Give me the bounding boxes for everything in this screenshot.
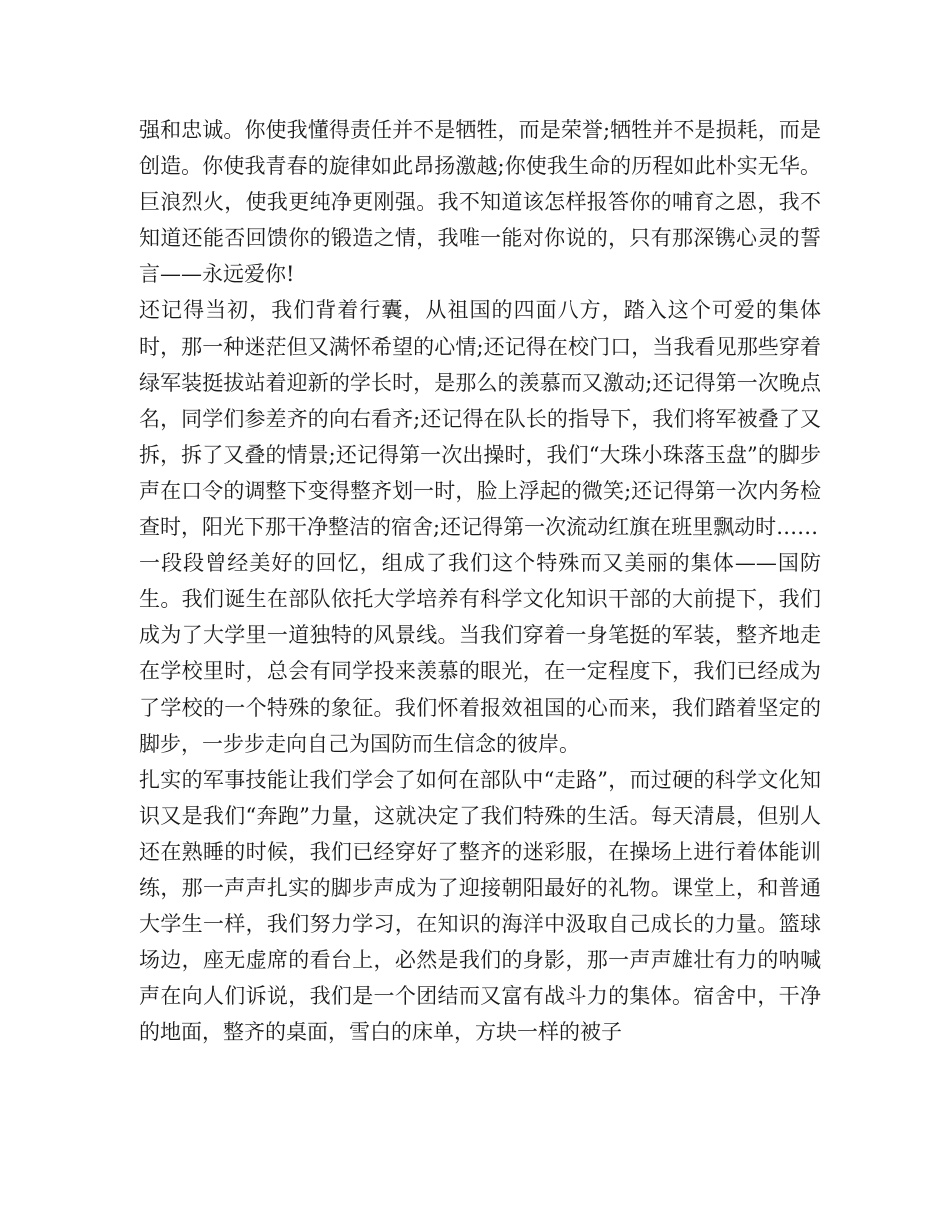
paragraph-2: 还记得当初，我们背着行囊，从祖国的四面八方，踏入这个可爱的集体时，那一种迷茫但又满怀希望的心情;还记得在校门口，当我看见那些穿着绿军装挺拔站着迎新的学长时，是那么的羡慕而又激动;还记得第一次晚点名，同学们参差齐的向右看齐;还记得在队长的指导下，我们将军被叠了又拆，拆了又叠的情景;还记得第一次出操时，我们“大珠小珠落玉盘”的脚步声在口令的调整下变得整齐划一时，脸上浮起的微笑;还记得第一次内务检查时，阳光下那干净整洁的宿舍;还记得第一次流动红旗在班里飘动时…… — [139, 298, 821, 540]
paragraph-4: 扎实的军事技能让我们学会了如何在部队中“走路”，而过硬的科学文化知识又是我们“奔跑”力量，这就决定了我们特殊的生活。每天清晨，但别人还在熟睡的时候，我们已经穿好了整齐的迷彩服，在操场上进行着体能训练，那一声声扎实的脚步声成为了迎接朝阳最好的礼物。课堂上，和普通大学生一样，我们努力学习，在知识的海洋中汲取自己成长的力量。篮球场边，座无虚席的看台上，必然是我们的身影，那一声声雄壮有力的呐喊声在向人们诉说，我们是一个团结而又富有战斗力的集体。宿舍中，干净的地面，整齐的桌面，雪白的床单，方块一样的被子 — [139, 767, 821, 1045]
paragraph-3: 一段段曾经美好的回忆，组成了我们这个特殊而又美丽的集体——国防生。我们诞生在部队依托大学培养有科学文化知识干部的大前提下，我们成为了大学里一道独特的风景线。当我们穿着一身笔挺的军装，整齐地走在学校里时，总会有同学投来羡慕的眼光，在一定程度下，我们已经成为了学校的一个特殊的象征。我们怀着报效祖国的心而来，我们踏着坚定的脚步，一步步走向自己为国防而生信念的彼岸。 — [139, 551, 821, 756]
document-body — [139, 112, 821, 1050]
paragraph-1: 强和忠诚。你使我懂得责任并不是牺牲，而是荣誉;牺牲并不是损耗，而是创造。你使我青春的旋律如此昂扬激越;你使我生命的历程如此朴实无华。巨浪烈火，使我更纯净更刚强。我不知道该怎样报答你的哺育之恩，我不知道还能否回馈你的锻造之情，我唯一能对你说的，只有那深镌心灵的誓言——永远爱你! — [139, 118, 821, 287]
